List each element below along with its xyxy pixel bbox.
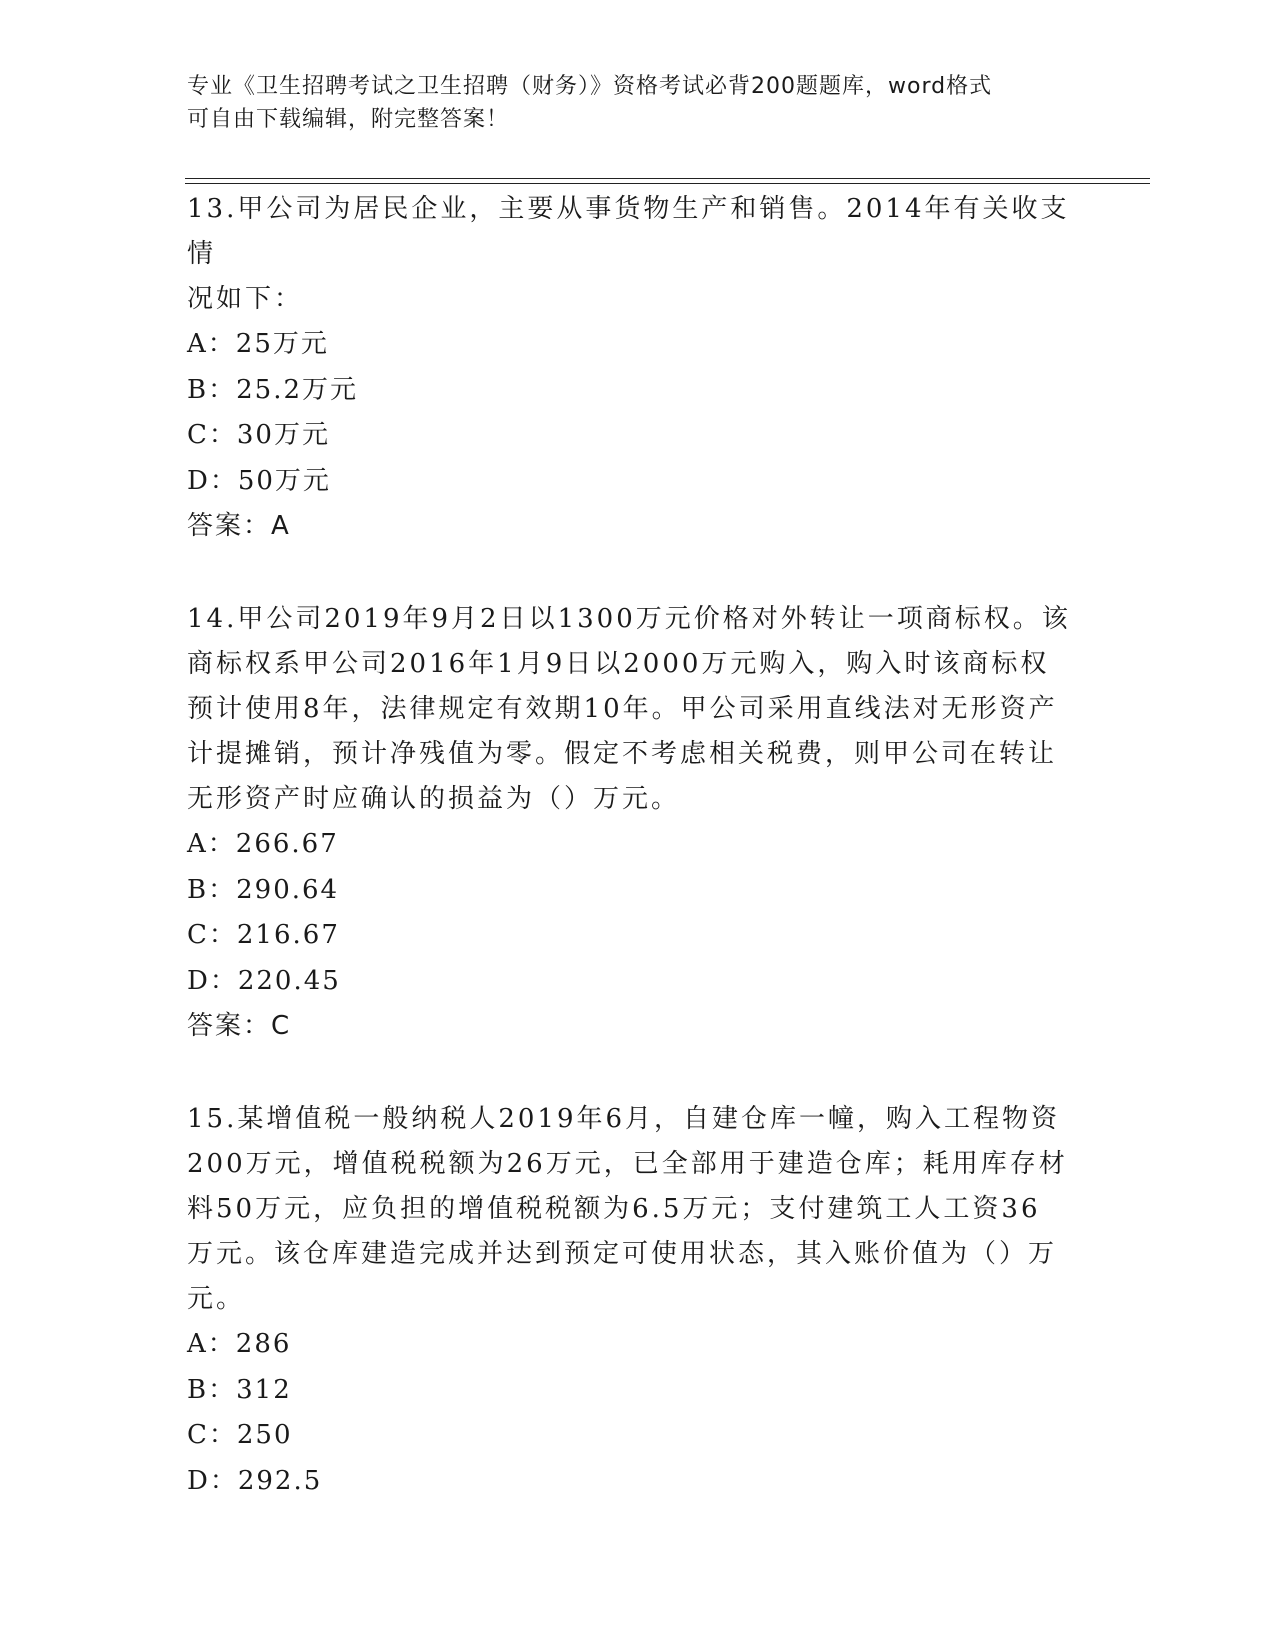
answer-line: 答案：C (187, 1011, 292, 1041)
header-line: 可自由下载编辑，附完整答案！ (187, 107, 510, 132)
question-text-line: 商标权系甲公司2016年1月9日以2000万元购入，购入时该商标权 (187, 649, 1050, 679)
option-a: A：286 (187, 1329, 292, 1359)
option-a: A：25万元 (187, 329, 329, 359)
question-spacer (187, 549, 1077, 597)
header-line: 专业《卫生招聘考试之卫生招聘（财务）》资格考试必背200题题库，word格式 (187, 74, 993, 99)
question-text-line: 况如下： (187, 284, 304, 314)
question-text (187, 597, 1077, 822)
question-list (187, 187, 1077, 1504)
option-d: D：220.45 (187, 965, 341, 996)
question-text-line: 无形资产时应确认的损益为（）万元。 (187, 784, 681, 814)
question-13 (187, 187, 1077, 549)
question-text-line: 计提摊销，预计净残值为零。假定不考虑相关税费，则甲公司在转让 (187, 739, 1058, 769)
question-text-line: 14.甲公司2019年9月2日以1300万元价格对外转让一项商标权。该 (187, 604, 1071, 634)
option-d: D：292.5 (187, 1465, 323, 1496)
option-d: D：50万元 (187, 465, 331, 496)
question-text-line: 料50万元，应负担的增值税税额为6.5万元；支付建筑工人工资36 (187, 1194, 1041, 1224)
question-text-line: 15.某增值税一般纳税人2019年6月，自建仓库一幢，购入工程物资 (187, 1104, 1061, 1134)
question-text (187, 1097, 1077, 1322)
option-c: C：250 (187, 1420, 293, 1450)
question-text (187, 187, 1077, 322)
option-c: C：216.67 (187, 920, 340, 950)
answer-line: 答案：A (187, 511, 291, 541)
question-text-line: 预计使用8年，法律规定有效期10年。甲公司采用直线法对无形资产 (187, 694, 1058, 724)
option-b: B：290.64 (187, 874, 340, 905)
option-b: B：25.2万元 (187, 374, 358, 405)
header-rule-top (185, 178, 1150, 179)
question-text-line: 万元。该仓库建造完成并达到预定可使用状态，其入账价值为（）万 (187, 1239, 1058, 1269)
question-text-line: 13.甲公司为居民企业，主要从事货物生产和销售。2014年有关收支情 (187, 194, 1070, 269)
question-14 (187, 597, 1077, 1049)
option-c: C：30万元 (187, 420, 330, 450)
option-a: A：266.67 (187, 829, 339, 859)
option-b: B：312 (187, 1374, 292, 1405)
document-header (187, 70, 1067, 136)
question-text-line: 元。 (187, 1284, 246, 1314)
header-rule-bottom (185, 183, 1150, 184)
question-text-line: 200万元，增值税税额为26万元，已全部用于建造仓库；耗用库存材 (187, 1149, 1068, 1179)
question-spacer (187, 1049, 1077, 1097)
question-15 (187, 1097, 1077, 1504)
